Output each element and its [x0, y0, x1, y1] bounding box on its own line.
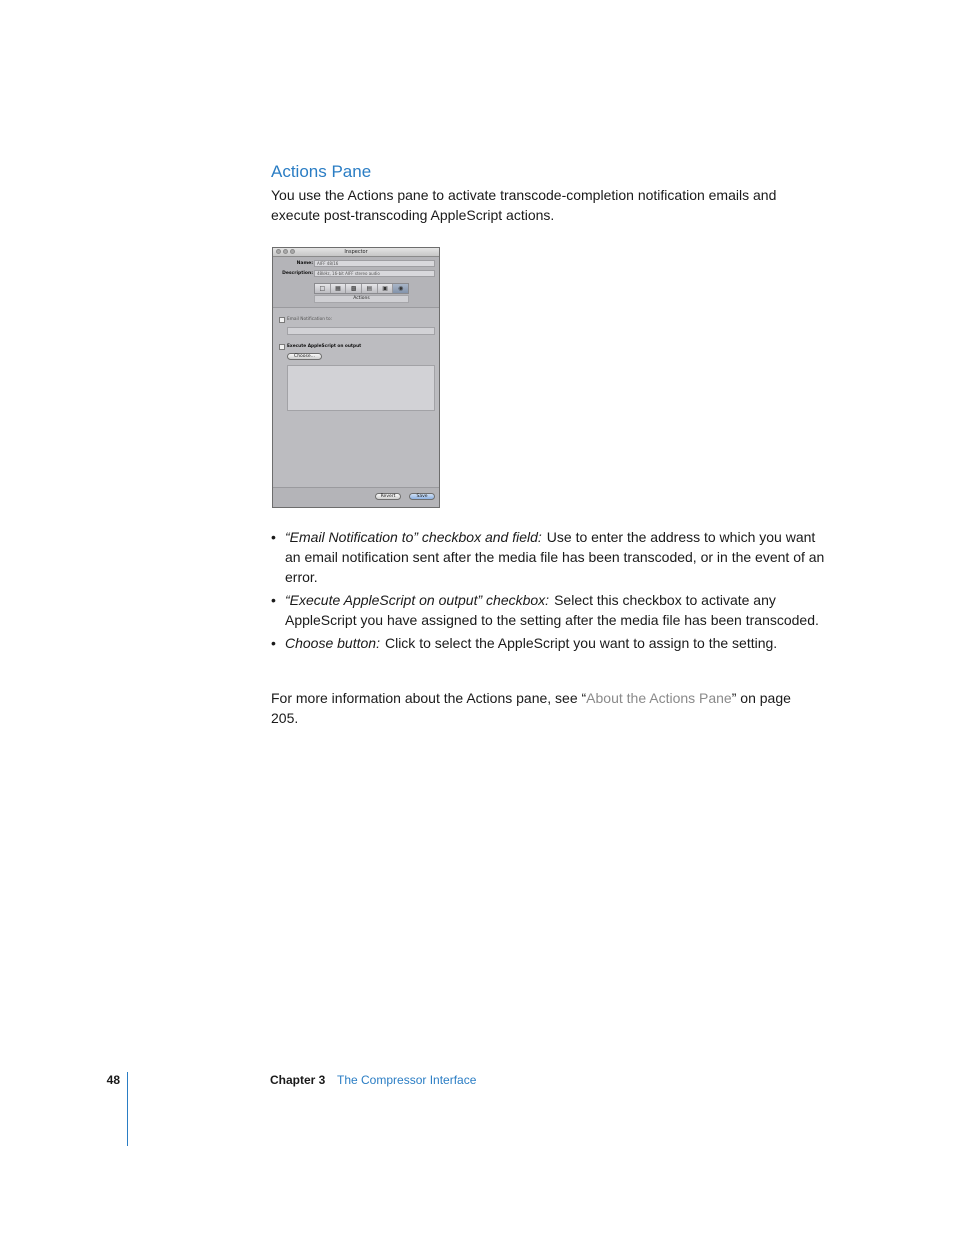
choose-button[interactable]: Choose... [287, 353, 322, 360]
inspector-titlebar [273, 248, 439, 257]
inspector-footer [273, 487, 439, 507]
list-item [271, 590, 827, 630]
bullet-term: “Email Notification to” checkbox and field: [285, 529, 542, 545]
intro-paragraph: You use the Actions pane to activate transcode-completion notification emails and execute post-transcoding AppleScript actions. [271, 187, 777, 223]
more-info-paragraph [271, 688, 791, 728]
geometry-icon: ▣ [382, 285, 388, 292]
bullet-text: Select this checkbox to activate any AppleScript you have assigned to the setting after the media file has been transcoded. [285, 592, 819, 628]
tab-geometry[interactable] [378, 284, 394, 293]
bullet-dot: • [271, 529, 276, 545]
tab-frame-controls[interactable] [346, 284, 362, 293]
email-address-field[interactable] [287, 327, 435, 335]
description-label: Description: [282, 271, 313, 276]
list-item [271, 633, 827, 653]
bullet-term: “Execute AppleScript on output” checkbox: [285, 592, 550, 608]
chapter-label: Chapter 3 [270, 1073, 326, 1087]
film-icon: ▩ [350, 285, 357, 292]
tab-summary[interactable] [315, 284, 331, 293]
document-icon: □ [319, 285, 326, 292]
more-info-suffix: ” on page 205. [271, 690, 791, 726]
bullet-term: Choose button: [285, 635, 380, 651]
more-info-prefix: For more information about the Actions pane, see “ [271, 690, 587, 706]
page-number: 48 [106, 1073, 120, 1087]
tab-encoder[interactable] [331, 284, 347, 293]
inspector-title: Inspector [344, 249, 368, 255]
bullet-text: Use to enter the address to which you want an email notification sent after the media file has been transcoded, or in the event of an error. [285, 529, 825, 585]
bullet-dot: • [271, 592, 276, 608]
actions-icon: ◉ [398, 285, 404, 292]
about-actions-pane-link[interactable]: About the Actions Pane [586, 690, 732, 706]
active-tab-label: Actions [314, 295, 409, 303]
footer-rule [127, 1072, 128, 1146]
revert-button[interactable]: Revert [375, 493, 401, 500]
name-label: Name: [296, 261, 313, 266]
bullet-list [271, 527, 827, 656]
chapter-title: The Compressor Interface [337, 1073, 477, 1087]
email-notification-label: Email Notification to: [287, 317, 333, 322]
section-heading: Actions Pane [271, 162, 372, 181]
applescript-path-area [287, 365, 435, 411]
execute-applescript-checkbox[interactable] [279, 344, 285, 350]
bullet-dot: • [271, 635, 276, 651]
description-field[interactable]: 48kHz, 16-bit AIFF stereo audio [314, 270, 435, 277]
tab-filters[interactable] [362, 284, 378, 293]
filter-icon: ▤ [366, 285, 373, 292]
execute-applescript-label: Execute AppleScript on output [287, 344, 362, 349]
save-button[interactable]: Save [409, 493, 435, 500]
inspector-window [272, 247, 440, 508]
inspector-header [273, 257, 439, 308]
name-field[interactable]: AIFF 48/16 [314, 260, 435, 267]
list-item [271, 527, 827, 587]
bullet-text: Click to select the AppleScript you want to assign to the setting. [384, 635, 778, 651]
tab-actions[interactable] [393, 284, 408, 293]
email-notification-checkbox[interactable] [279, 317, 285, 323]
pane-tabs [314, 283, 409, 294]
grid-icon: ▦ [335, 285, 341, 292]
